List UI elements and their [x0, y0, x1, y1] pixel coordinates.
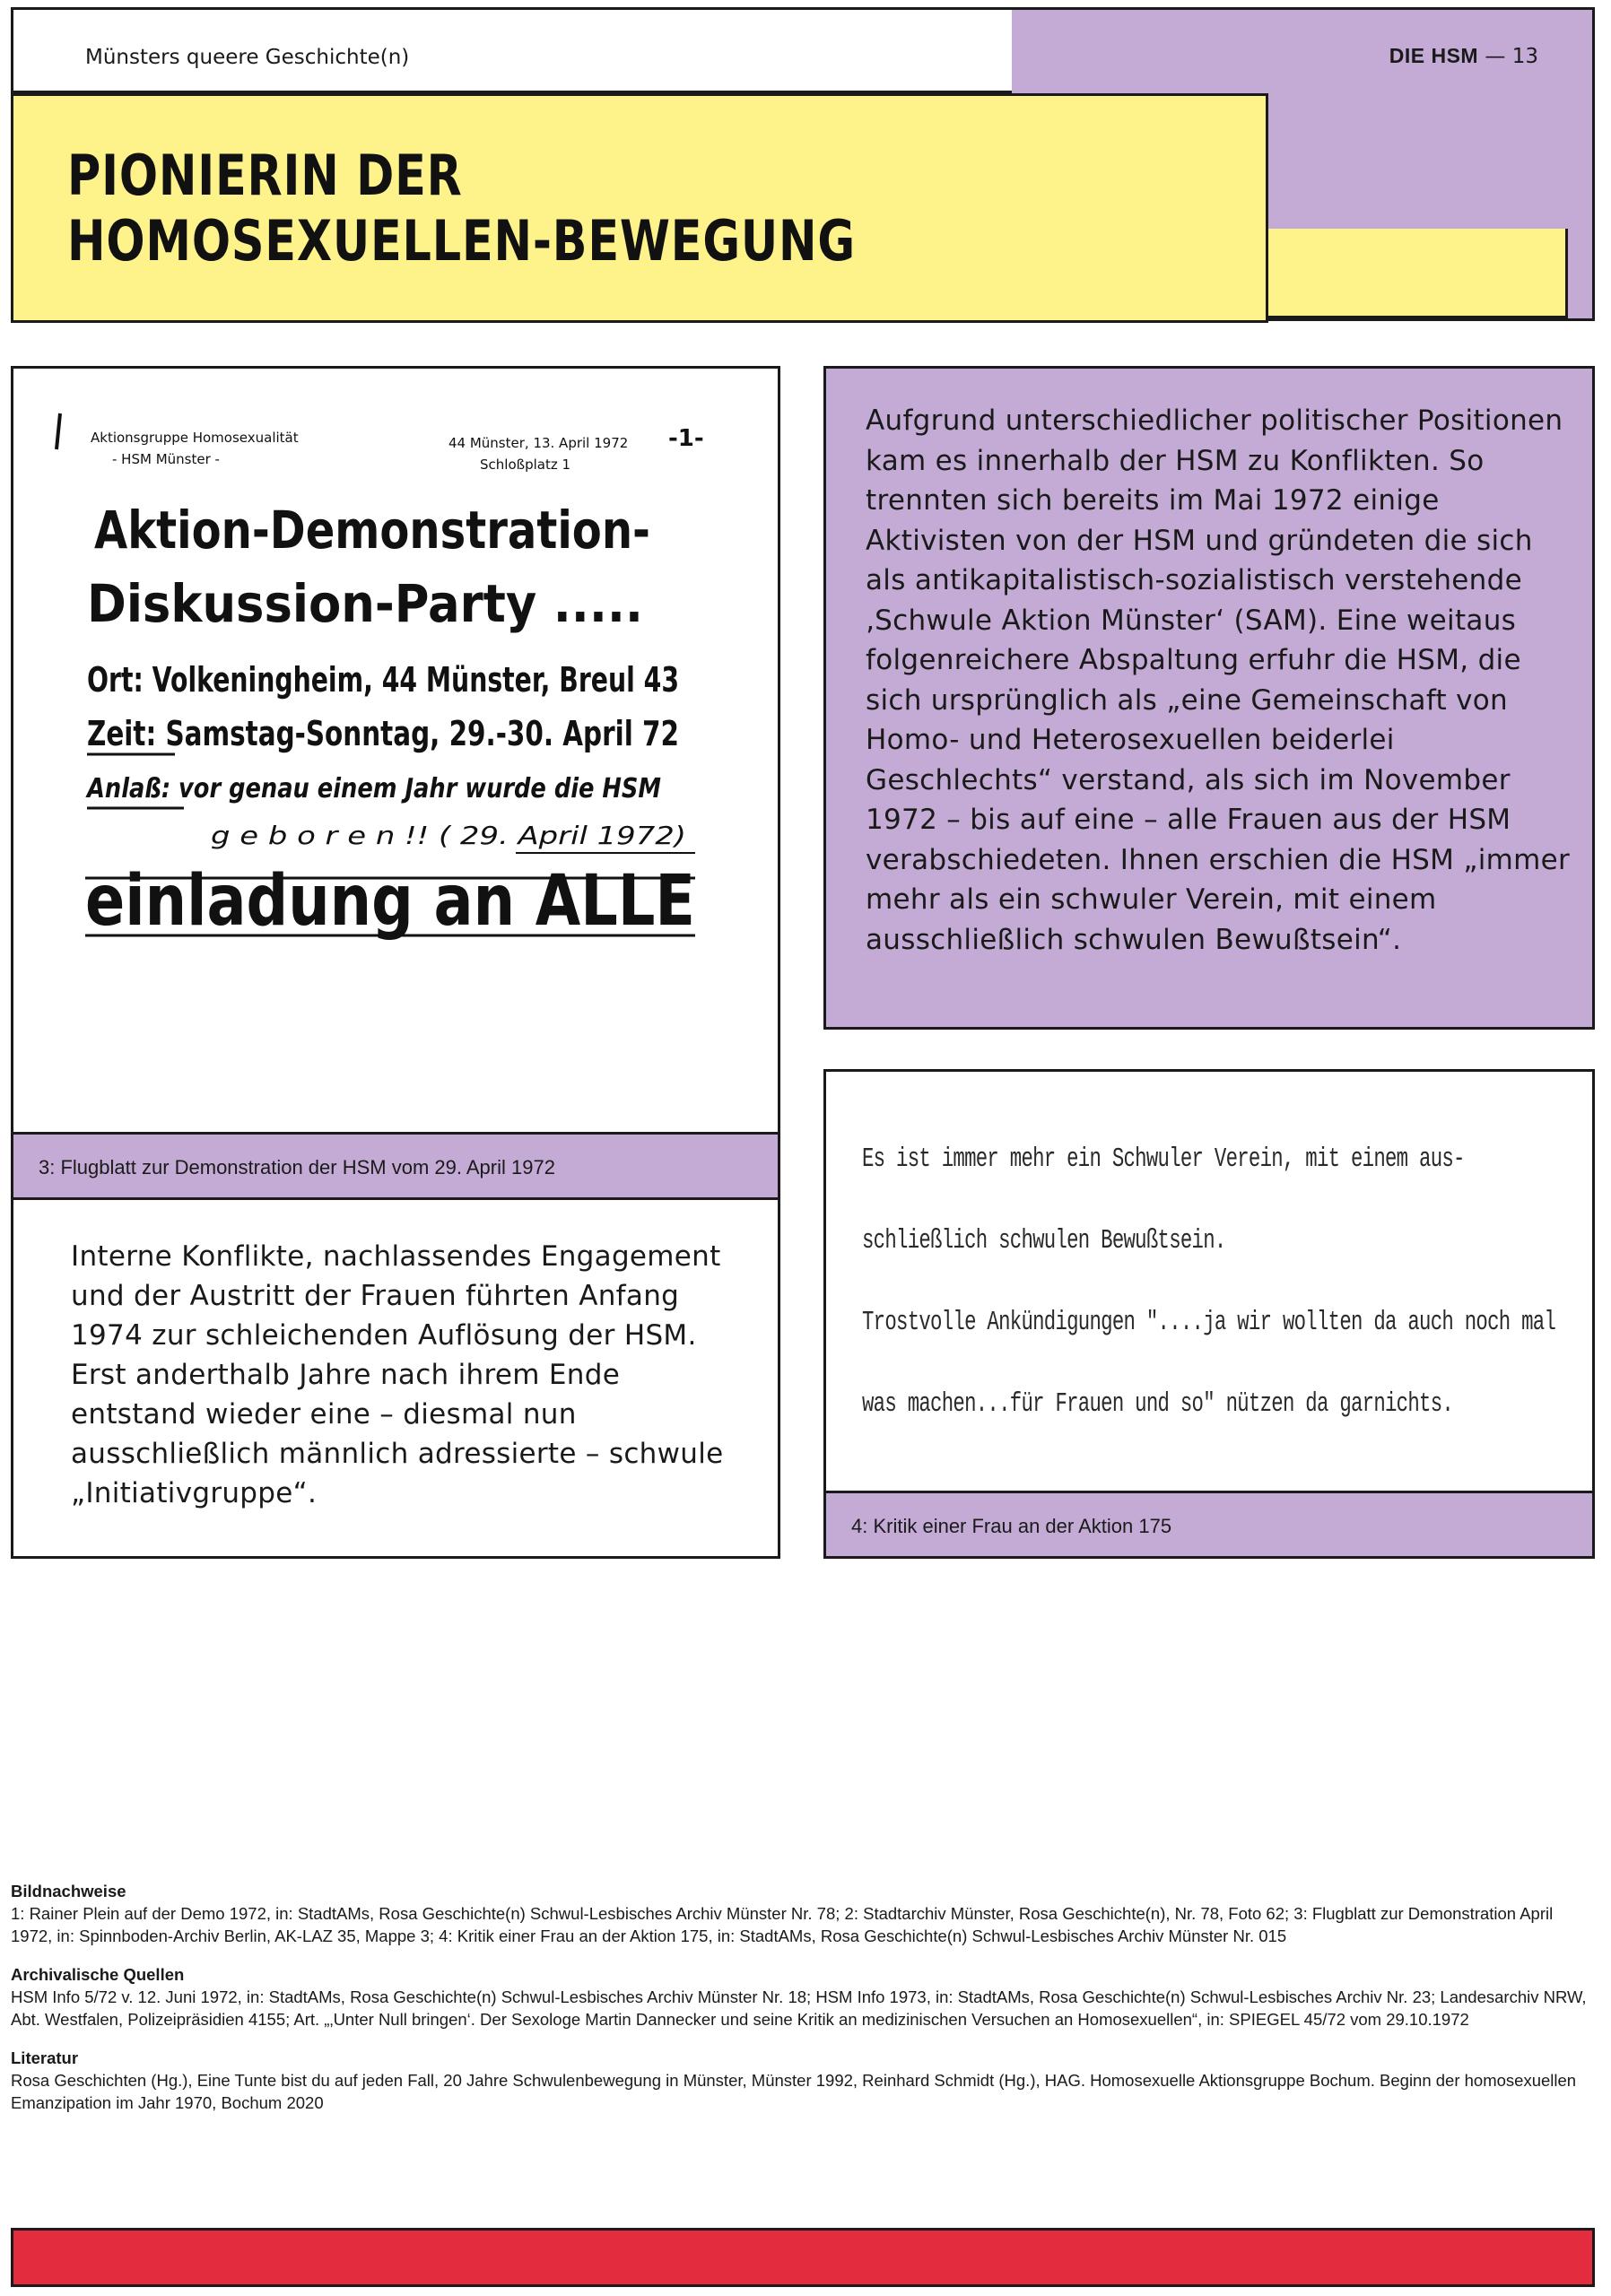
header-bar: [11, 7, 1012, 93]
flyer-org-2: - HSM Münster -: [112, 451, 220, 467]
flyer-page-mark: -1-: [668, 425, 704, 452]
quote-line: Trostvolle Ankündigungen "....ja wir wollten da auch noch mal: [862, 1307, 1556, 1338]
flyer-mark: [57, 413, 60, 449]
flyer-anlass-2: g e b o r e n !! ( 29. April 1972): [211, 821, 686, 850]
flyer-anlass: Anlaß: vor genau einem Jahr wurde die HSM: [85, 773, 662, 804]
typewritten-quote: [862, 1144, 1571, 1470]
literature-heading: Literatur: [11, 2048, 79, 2067]
title-line-2: HOMOSEXUELLEN-BEWEGUNG: [67, 208, 856, 274]
image-credits-text: 1: Rainer Plein auf der Demo 1972, in: StadtAMs, Rosa Geschichte(n) Schwul-Lesbisches Archiv Münster Nr. 78; 2: Stadtarchiv Münster, Rosa Geschichte(n), Nr. 78, Foto 62; 3: Flugblatt zur Demonstration April 1972, in: Spinnboden-Archiv Berlin, AK-LAZ 35, Mappe 3; 4: Kritik einer Frau an der Aktion 175, in: StadtAMs, Rosa Geschichte(n) Schwul-Lesbisches Archiv Münster Nr. 015: [11, 1904, 1554, 1945]
footer-bar: [11, 2228, 1595, 2287]
flyer-headline-2: Diskussion-Party .....: [87, 573, 643, 634]
separator: —: [1485, 45, 1506, 68]
section-label: [1389, 44, 1538, 68]
flyer-headline-1: Aktion-Demonstration-: [94, 500, 650, 561]
sources-section: [11, 1880, 1598, 2114]
flyer-org-1: Aktionsgruppe Homosexualität: [91, 430, 299, 446]
caption-4: [823, 1491, 1595, 1559]
literature-text: Rosa Geschichten (Hg.), Eine Tunte bist du auf jeden Fall, 20 Jahre Schwulenbewegung in Münster, Münster 1992, Reinhard Schmidt (Hg.), HAG. Homosexuelle Aktionsgruppe Bochum. Beginn der homosexuellen Emanzipation im Jahr 1970, Bochum 2020: [11, 2071, 1577, 2112]
image-credits-heading: Bildnachweise: [11, 1882, 126, 1900]
archive-sources-text: HSM Info 5/72 v. 12. Juni 1972, in: StadtAMs, Rosa Geschichte(n) Schwul-Lesbisches Archiv Münster Nr. 18; HSM Info 1973, in: StadtAMs, Rosa Geschichte(n) Schwul-Lesbisches Archiv Nr. 23; Landesarchiv NRW, Abt. Westfalen, Polizeipräsidien 4155; Art. „‚Unter Null bringen‘. Der Sexologe Martin Dannecker und seine Kritik an medizinischen Versuchen an Homosexuellen“, in: SPIEGEL 45/72 vom 29.10.1972: [11, 1987, 1587, 2029]
paragraph-conflicts: Aufgrund unterschiedlicher politischer Positionen kam es innerhalb der HSM zu Konflikten. So trennten sich bereits im Mai 1972 einige Aktivisten von der HSM und gründeten die sich als antikapitalistisch-sozialistisch verstehende ‚Schwule Aktion Münster‘ (SAM). Eine weitaus folgenreichere Abspaltung erfuhr die HSM, die sich ursprünglich als „eine Gemeinschaft von Homo- und Heterosexuellen beiderlei Geschlechts“ verstand, als sich im November 1972 – bis auf eine – alle Frauen aus der HSM verabschiedeten. Ihnen erschien die HSM „immer mehr als ein schwuler Verein, mit einem ausschließlich schwulen Bewußtsein“.: [866, 404, 1571, 956]
flyer-image: [49, 387, 713, 943]
caption-3: [11, 1132, 780, 1200]
quote-line: was machen...für Frauen und so" nützen da garnichts.: [862, 1388, 1454, 1420]
flyer-invite: einladung an ALLE: [85, 861, 695, 942]
quote-panel: [823, 1069, 1595, 1559]
paragraph-dissolution: Interne Konflikte, nachlassendes Engagement und der Austritt der Frauen führten Anfang 1974 zur schleichenden Auflösung der HSM. Erst anderthalb Jahre nach ihrem Ende entstand wieder eine – diesmal nun ausschließlich männlich adressierte – schwule „Initiativgruppe“.: [71, 1240, 724, 1509]
flyer-zeit: Zeit: Samstag-Sonntag, 29.-30. April 72: [87, 714, 679, 753]
archive-sources-heading: Archivalische Quellen: [11, 1965, 185, 1984]
series-title: Münsters queere Geschichte(n): [85, 46, 410, 69]
quote-line: Es ist immer mehr ein Schwuler Verein, mit einem aus-: [862, 1144, 1465, 1175]
title-panel: [11, 93, 1268, 323]
flyer-address: Schloßplatz 1: [480, 457, 571, 473]
flyer-date: 44 Münster, 13. April 1972: [448, 435, 629, 451]
caption-3-text: 3: Flugblatt zur Demonstration der HSM vom 29. April 1972: [39, 1156, 555, 1178]
quote-line: schließlich schwulen Bewußtsein.: [862, 1225, 1226, 1257]
section-name: DIE HSM: [1389, 44, 1479, 67]
page-number: 13: [1511, 45, 1538, 68]
caption-4-text: 4: Kritik einer Frau an der Aktion 175: [851, 1515, 1172, 1537]
text-panel-conflicts: [823, 366, 1595, 1030]
page-title: [67, 143, 856, 274]
flyer-panel: [11, 366, 780, 1559]
title-line-1: PIONIERIN DER: [67, 143, 463, 208]
flyer-ort: Ort: Volkeningheim, 44 Münster, Breul 43: [87, 660, 679, 700]
